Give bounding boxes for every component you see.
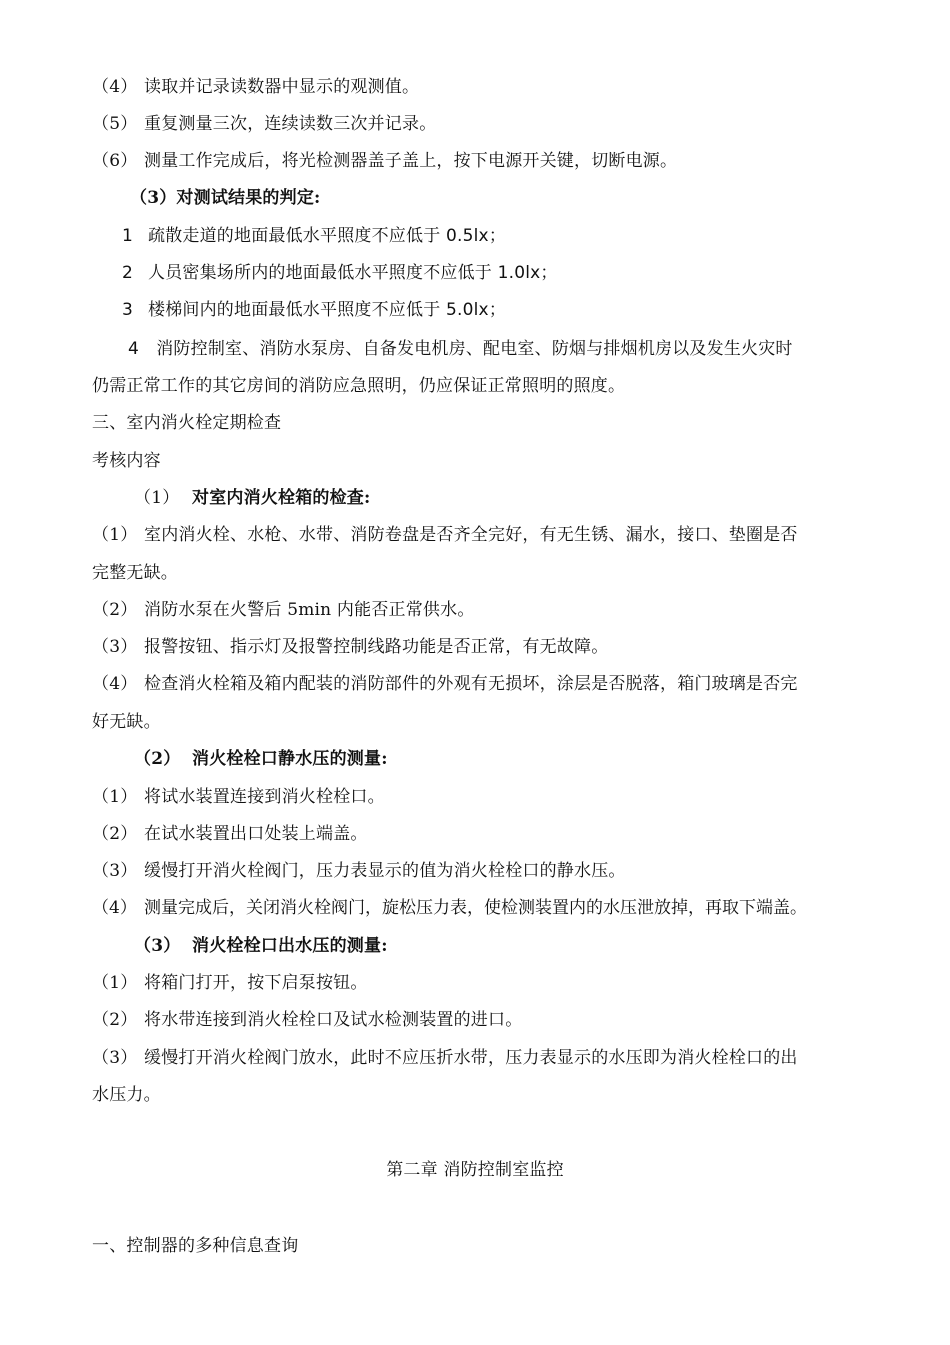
heading-text: 消火栓栓口出水压的测量: (192, 936, 388, 956)
box-check-heading (134, 487, 370, 509)
chapter-title: 第二章 消防控制室监控 (386, 1160, 564, 1180)
item-number: 3 (122, 300, 134, 320)
step-number: （4） (92, 77, 138, 97)
measure-step-4 (92, 76, 419, 98)
heading-number: （1） (134, 488, 180, 508)
box-check-step-1-line-2: 完整无缺。 (92, 563, 178, 583)
step-number: （3） (92, 861, 138, 881)
heading-text: 对室内消火栓箱的检查: (192, 488, 371, 508)
item-text: 人员密集场所内的地面最低水平照度不应低于 1.0lx； (148, 263, 558, 283)
step-text: 报警按钮、指示灯及报警控制线路功能是否正常，有无故障。 (144, 637, 609, 657)
judgement-item-2 (122, 262, 558, 284)
step-number: （4） (92, 898, 137, 918)
heading-number: （2） (134, 749, 181, 769)
step-number: （2） (92, 1010, 138, 1030)
static-pressure-heading (134, 748, 388, 770)
item-number: 2 (122, 263, 134, 283)
step-text: 读取并记录读数器中显示的观测值。 (144, 77, 420, 97)
step-text: 重复测量三次，连续读数三次并记录。 (144, 114, 437, 134)
static-pressure-step-3 (92, 860, 626, 882)
step-number: （2） (92, 600, 138, 620)
outlet-pressure-step-1 (92, 972, 368, 994)
static-pressure-step-2 (92, 823, 368, 845)
outlet-pressure-heading (134, 935, 388, 957)
section-title: 三、室内消火栓定期检查 (92, 413, 282, 433)
step-text: 在试水装置出口处装上端盖。 (144, 824, 368, 844)
judgement-heading: （3）对测试结果的判定: (130, 188, 321, 208)
judgement-item-4-line-2: 仍需正常工作的其它房间的消防应急照明，仍应保证正常照明的照度。 (92, 376, 626, 396)
step-number: （4） (92, 674, 138, 694)
item-text: 楼梯间内的地面最低水平照度不应低于 5.0lx； (148, 300, 507, 320)
heading-text: 消火栓栓口静水压的测量: (192, 749, 388, 769)
judgement-item-1 (122, 225, 506, 247)
box-check-step-4-line-1 (92, 673, 798, 695)
step-text: 消防水泵在火警后 5min 内能否正常供水。 (144, 600, 475, 620)
step-text: 缓慢打开消火栓阀门放水，此时不应压折水带，压力表显示的水压即为消火栓栓口的出 (144, 1048, 798, 1068)
outlet-pressure-step-2 (92, 1009, 522, 1031)
item-number: 1 (122, 226, 134, 246)
chapter-section-title: 一、控制器的多种信息查询 (92, 1236, 299, 1256)
box-check-step-3 (92, 636, 608, 658)
box-check-step-4-line-2: 好无缺。 (92, 712, 161, 732)
step-number: （1） (92, 973, 138, 993)
step-text: 检查消火栓箱及箱内配装的消防部件的外观有无损坏，涂层是否脱落，箱门玻璃是否完 (144, 674, 798, 694)
step-text: 缓慢打开消火栓阀门，压力表显示的值为消火栓栓口的静水压。 (144, 861, 626, 881)
box-check-step-1-line-1 (92, 524, 798, 546)
step-number: （1） (92, 787, 138, 807)
measure-step-5 (92, 113, 436, 135)
step-number: （5） (92, 114, 138, 134)
outlet-pressure-step-3-line-1 (92, 1047, 798, 1069)
measure-step-6 (92, 150, 677, 172)
step-text: 将水带连接到消火栓栓口及试水检测装置的进口。 (144, 1010, 523, 1030)
step-text: 将试水装置连接到消火栓栓口。 (144, 787, 385, 807)
step-text: 测量完成后，关闭消火栓阀门，旋松压力表，使检测装置内的水压泄放掉，再取下端盖。 (144, 898, 807, 918)
judgement-item-3 (122, 299, 506, 321)
box-check-step-2 (92, 599, 475, 621)
step-text: 测量工作完成后，将光检测器盖子盖上，按下电源开关键，切断电源。 (144, 151, 678, 171)
judgement-item-4-line-1: 4 消防控制室、消防水泵房、自备发电机房、配电室、防烟与排烟机房以及发生火灾时 (128, 339, 793, 359)
section-subtitle: 考核内容 (92, 451, 161, 471)
step-number: （1） (92, 525, 138, 545)
static-pressure-step-1 (92, 786, 385, 808)
step-number: （3） (92, 1048, 138, 1068)
step-number: （3） (92, 637, 138, 657)
step-number: （2） (92, 824, 138, 844)
step-text: 室内消火栓、水枪、水带、消防卷盘是否齐全完好，有无生锈、漏水，接口、垫圈是否 (144, 525, 798, 545)
step-number: （6） (92, 151, 138, 171)
item-text: 疏散走道的地面最低水平照度不应低于 0.5lx； (148, 226, 507, 246)
outlet-pressure-step-3-line-2: 水压力。 (92, 1085, 161, 1105)
step-text: 将箱门打开，按下启泵按钮。 (144, 973, 368, 993)
static-pressure-step-4 (92, 897, 807, 919)
heading-number: （3） (134, 936, 181, 956)
